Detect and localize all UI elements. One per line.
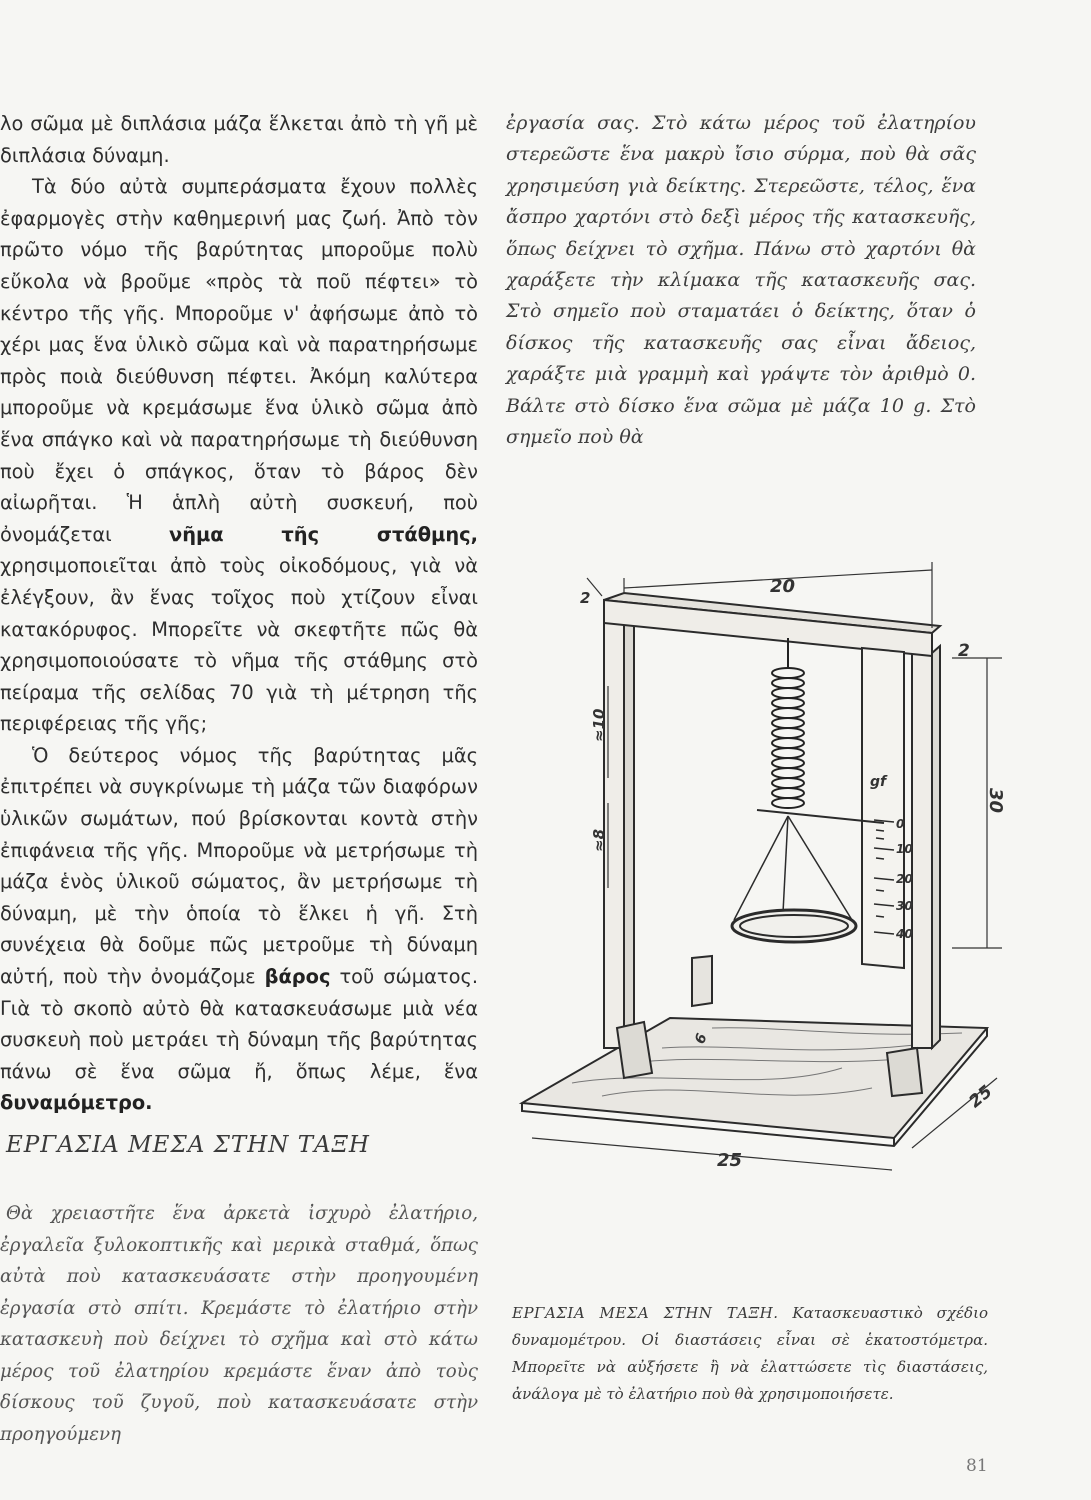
figure-caption <box>512 1300 988 1408</box>
page-number: 81 <box>966 1456 988 1476</box>
scale-mark-20: 20 <box>896 872 913 886</box>
right-post <box>912 653 932 1048</box>
paragraph-1: λο σῶμα μὲ διπλάσια μάζα ἕλκεται ἀπὸ τὴ γῆ μὲ διπλάσια δύναμη. <box>0 112 478 167</box>
caption-title: ΕΡΓΑΣΙΑ ΜΕΣΑ ΣΤΗΝ ΤΑΞΗ. <box>512 1304 779 1322</box>
paragraph-3 <box>0 740 478 1119</box>
section-title: ΕΡΓΑΣΙΑ ΜΕΣΑ ΣΤΗΝ ΤΑΞΗ <box>6 1132 370 1158</box>
activity-paragraph: Θὰ χρειαστῆτε ἕνα ἀρκετὰ ἰσχυρὸ ἐλατήριο, ἐργαλεῖα ξυλοκοπτικῆς καὶ μερικὰ σταθμά, ὅπως αὐτὰ ποὺ κατασκευάσατε στὴν προηγουμένη ἐργασία στὸ σπίτι. Κρεμάστε τὸ ἐλατήριο στὴν κατασκευὴ ποὺ δείχνει τὸ σχῆμα καὶ στὸ κάτω μέρος τοῦ ἐλατηρίου κρεμάστε ἕναν ἀπὸ τοὺς δίσκους τοῦ ζυγοῦ, ποὺ κατασκευάσατε στὴν προηγούμενη <box>0 1203 478 1445</box>
dim-base-front-label: 25 <box>717 1150 743 1171</box>
caption-text: Κατασκευαστικὸ σχέδιο δυναμομέτρου. Οἱ διαστάσεις εἶναι σὲ ἑκατοστόμετρα. Μπορεῖτε νὰ αὐξήσετε ἢ νὰ ἐλαττώσετε τὶς διαστάσεις, ἀνάλογα μὲ τὸ ἐλατήριο ποὺ θὰ χρησιμοποιήσετε. <box>512 1304 988 1403</box>
dim-corner-label: 2 <box>580 589 591 607</box>
right-paragraph: ἐργασία σας. Στὸ κάτω μέρος τοῦ ἐλατηρίου στερεῶστε ἕνα μακρὺ ἴσιο σύρμα, ποὺ θὰ σᾶς χρησιμεύση γιὰ δείκτης. Στερεῶστε, τέλος, ἕνα ἄσπρο χαρτόνι στὸ δεξὶ μέρος τῆς κατασκευῆς, ὅπως δείχνει τὸ σχῆμα. Πάνω στὸ χαρτόνι θὰ χαράξετε τὴν κλίμακα τῆς κατασκευῆς σας. Στὸ σημεῖο ποὺ σταματάει ὁ δείκτης, ὅταν ὁ δίσκος τῆς κατασκευῆς σας εἶναι ἄδειος, χαράξτε μιὰ γραμμὴ καὶ γράψτε τὸν ἀριθμὸ 0. Βάλτε στὸ δίσκο ἕνα σῶμα μὲ μάζα 10 g. Στὸ σημεῖο ποὺ θὰ <box>506 112 976 449</box>
paragraph-2-text-a: Τὰ δύο αὐτὰ συμπεράσματα ἔχουν πολλὲς ἐφαρμογὲς στὴν καθημερινή μας ζωή. Ἀπὸ τὸν πρῶτο νόμο τῆς βαρύτητας μποροῦμε πολὺ εὔκολα νὰ βροῦμε «πρὸς τὰ ποῦ πέφτει» τὸ κέντρο τῆς γῆς. Μποροῦμε ν' ἀφήσωμε ἀπὸ τὸ χέρι μας ἕνα ὑλικὸ σῶμα καὶ νὰ παρατηρήσωμε πρὸς ποιὰ διεύθυνση πέφτει. Ἀκόμη καλύτερα μποροῦμε νὰ κρεμάσωμε ἕνα ὑλικὸ σῶμα ἀπὸ ἕνα σπάγκο καὶ νὰ παρατηρήσωμε τὴ διεύθυνση ποὺ ἔχει ὁ σπάγκος, ὅταν τὸ βάρος δὲν αἰωρῆται. Ἡ ἁπλὴ αὐτὴ συσκευή, ποὺ ὀνομάζεται <box>0 175 478 546</box>
right-text-column <box>506 108 976 453</box>
dim-top-label: 20 <box>770 576 796 597</box>
paragraph-2 <box>0 171 478 740</box>
dim-spring-label: ≈10 <box>590 708 608 742</box>
term-plumb-line: νῆμα τῆς στάθμης, <box>168 522 478 546</box>
scale-mark-40: 40 <box>896 927 913 941</box>
scale-mark-30: 30 <box>896 899 913 913</box>
activity-instructions <box>0 1198 478 1450</box>
term-dynamometer: δυναμόμετρο. <box>0 1091 153 1115</box>
dim-post-label: 6 <box>692 1031 711 1047</box>
main-text-column <box>0 108 478 1119</box>
dynamometer-diagram <box>512 548 1012 1188</box>
scale-mark-10: 10 <box>896 842 913 856</box>
dim-right-small-label: 2 <box>958 641 970 661</box>
scale-mark-0: 0 <box>896 817 905 831</box>
paragraph-3-text-a: Ὁ δεύτερος νόμος τῆς βαρύτητας μᾶς ἐπιτρέπει νὰ συγκρίνωμε τὴ μάζα τῶν διαφόρων ὑλικῶν σωμάτων, πού βρίσκονται κοντὰ στὴν ἐπιφάνεια τῆς γῆς. Μποροῦμε νὰ μετρήσωμε τὴ μάζα ἑνὸς ὑλικοῦ σώματος, ἂν μετρήσωμε τὴ δύναμη, μὲ τὴν ὁποία τὸ ἕλκει ἡ γῆ. Στὴ συνέχεια θὰ δοῦμε πῶς μετροῦμε τὴ δύναμη αὐτή, ποὺ τὴν ὀνομάζομε <box>0 743 478 989</box>
term-weight: βάρος <box>264 965 331 989</box>
dim-base-side-label: 25 <box>965 1081 997 1113</box>
dim-height-label: 30 <box>985 788 1006 814</box>
paragraph-2-text-b: χρησιμοποιεῖται ἀπὸ τοὺς οἰκοδόμους, γιὰ νὰ ἐλέγξουν, ἂν ἕνας τοῖχος ποὺ χτίζουν εἶναι κατακόρυφος. Μπορεῖτε νὰ σκεφτῆτε πῶς θὰ χρησιμοποιούσατε τὸ νῆμα τῆς στάθμης στὸ πείραμα τῆς σελίδας 70 γιὰ τὴ μέτρηση τῆς περιφέρειας τῆς γῆς; <box>0 554 478 736</box>
paragraph-3-text-b: τοῦ σώματος. Γιὰ τὸ σκοπὸ αὐτὸ θὰ κατασκευάσωμε μιὰ νέα συσκευὴ ποὺ μετράει τὴ δύναμη τῆς βαρύτητας πάνω σὲ ἕνα σῶμα ἤ, ὅπως λέμε, ἕνα <box>0 965 478 1083</box>
dim-pan-label: ≈8 <box>590 828 608 852</box>
spring <box>772 638 804 808</box>
scale-unit-label: gf <box>870 774 887 790</box>
